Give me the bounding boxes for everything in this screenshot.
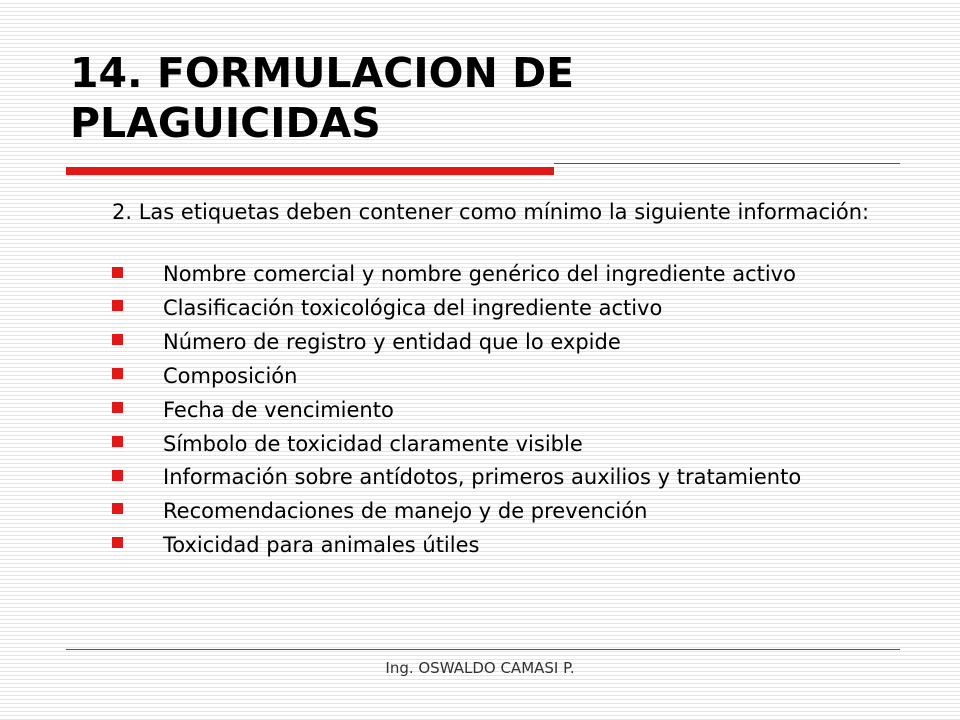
bullet-item <box>112 329 912 355</box>
bullet-square-icon <box>112 402 123 413</box>
bullet-item <box>112 397 912 423</box>
footer-divider <box>66 649 900 650</box>
bullet-square-icon <box>112 267 123 278</box>
bullet-square-icon <box>112 470 123 481</box>
bullet-text: Composición <box>163 364 298 388</box>
bullet-text: Clasificación toxicológica del ingrediente activo <box>163 296 663 320</box>
bullet-item <box>112 295 912 321</box>
bullet-square-icon <box>112 300 123 311</box>
slide-title: 14. FORMULACION DE PLAGUICIDAS <box>70 49 575 147</box>
bullet-item <box>112 363 912 389</box>
bullet-square-icon <box>112 436 123 447</box>
title-underline-bar <box>66 167 554 175</box>
title-underline-line <box>554 163 900 164</box>
bullet-item <box>112 532 912 558</box>
intro-text: 2. Las etiquetas deben contener como mínimo la siguiente información: <box>112 200 870 224</box>
footer-author: Ing. OSWALDO CAMASI P. <box>385 659 575 677</box>
bullet-item <box>112 465 912 490</box>
bullet-text: Número de registro y entidad que lo expide <box>163 330 621 354</box>
bullet-text: Información sobre antídotos, primeros auxilios y tratamiento <box>163 465 802 489</box>
bullet-square-icon <box>112 537 123 548</box>
bullet-text: Símbolo de toxicidad claramente visible <box>163 432 583 456</box>
bullet-item <box>112 262 912 287</box>
bullet-square-icon <box>112 368 123 379</box>
bullet-text: Recomendaciones de manejo y de prevención <box>163 499 648 523</box>
bullet-text: Nombre comercial y nombre genérico del ingrediente activo <box>163 262 796 286</box>
bullet-list <box>112 262 912 566</box>
bullet-square-icon <box>112 334 123 345</box>
bullet-item <box>112 498 912 524</box>
bullet-square-icon <box>112 503 123 514</box>
bullet-item <box>112 431 912 457</box>
bullet-text: Fecha de vencimiento <box>163 398 394 422</box>
bullet-text: Toxicidad para animales útiles <box>163 533 480 557</box>
